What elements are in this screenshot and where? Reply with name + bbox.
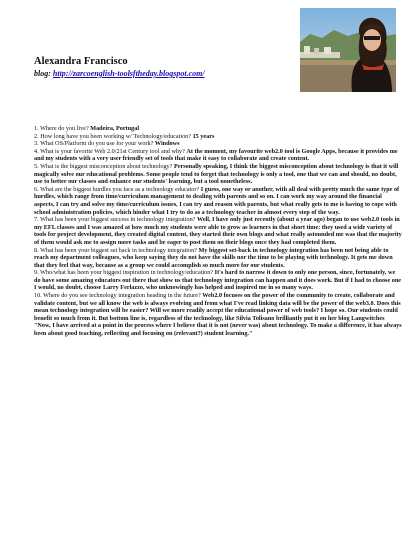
answer: Madeira, Portugal [90, 125, 140, 132]
question: 5. What is the biggest misconception about technology? [34, 162, 173, 170]
author-photo-image [300, 8, 396, 92]
qa-item [34, 148, 402, 163]
question: 9. Who/what has been your biggest inspiration in technology/education? [34, 269, 214, 277]
question: 7. What has been your biggest success in technology integration? [34, 216, 196, 224]
qa-item [34, 125, 402, 133]
question: 4. What is your favorite Web 2.0/21st Century tool and why? [34, 147, 185, 155]
question: 10. Where do you see technology integration heading in the future? [34, 292, 201, 300]
blog-link[interactable]: http://zarcoenglish-toolsftheday.blogspot.com/ [52, 69, 205, 78]
answer: It's hard to narrow it down to only one person, since, fortunately, we do have some amazing educators out there that show us that technology integration can happen and it does work. But if I had to choose one I would, no doubt, choose Larry Ferlazzo, who unknowingly has helped and inspired me in so many ways. [34, 269, 402, 292]
author-photo [300, 8, 396, 92]
qa-item [34, 247, 402, 270]
qa-item [34, 269, 402, 292]
answer: Web2.0 focuses on the power of the community to create, collaborate and validate content, but we all know the web is always evolving and from what I've read linking data will be the power of the web3.0. Does this mean technology integration will be easier? Will we more readily accept the educational power of web tools? I hope so. Our students could benefit so much from it. But bottom line is, regardless of the technology, like Silvia Tolisano brilliantly put it on her blog Langwitches "Now, I have arrived at a point in the process where I believe that it is not (never was) about technology. To make a difference, it has always been about good teaching, reflecting and focusing on (relevant?) student learning." [34, 292, 402, 338]
qa-item [34, 216, 402, 246]
answer: My biggest set-back in technology integration has been not being able to reach my department colleagues, who keep saying they do not have the skills nor the time to be playing with technology. It gets me down that they feel that way, because as a group we could accomplish so much more for our students. [34, 246, 393, 269]
question: 2. How long have you been working w/ Technology/education? [34, 132, 192, 140]
qa-item [34, 186, 402, 216]
qa-item [34, 133, 402, 141]
answer: Well, I have only just recently (about a year ago) began to use web2.0 tools in my EFL classes and I was amazed at how much my students were able to grow as learners in that short time: they used a wide variety of tools for project development, they created digital content, they started their own blogs and what really astounded me was that the majority of them would ask me to assign more tasks and be eager to post them on their blogs once they had completed them. [34, 216, 402, 246]
qa-item [34, 163, 402, 186]
answer: I guess, one way or another, with all deal with pretty much the same type of hurdles, which range from time/curriculum management to dealing with parents and so on. I can work my way around the financial aspects, I can try and solve my time/curriculum issues, I can try and reason with parents, but what really gets to me is having to cope with school administration policies, which hinder what I try to do as a technology teacher in almost every step of the way. [34, 185, 400, 216]
qa-item [34, 292, 402, 338]
blog-label: blog: [34, 69, 51, 78]
author-name: Alexandra Francisco [34, 56, 128, 67]
question: 8. What has been your biggest set back in technology integration? [34, 246, 197, 254]
answer: Personally speaking, I think the biggest misconception about technology is that it will magically solve our educational problems. Some people tend to forget that technology is only a tool, one that we can and should, no doubt, use to better our classes and enhance our students' learning, but a tool nonetheless. [34, 162, 399, 186]
question: 6. What are the biggest hurdles you face as a technology educator? [34, 185, 200, 193]
question: 1. Where do you live? [34, 125, 89, 132]
qa-item [34, 140, 402, 148]
question: 3. What OS/Platform do you use for your work? [34, 140, 154, 148]
answer: 15 years [192, 132, 215, 140]
answer: Windows [154, 140, 180, 148]
interview-qa [34, 125, 402, 338]
blog-line [34, 69, 205, 79]
answer: At the moment, my favourite web2.0 tool is Google Apps, because it provides me and my students with a very user friendly set of tools that make it easy to collaborate and create content. [34, 147, 398, 163]
